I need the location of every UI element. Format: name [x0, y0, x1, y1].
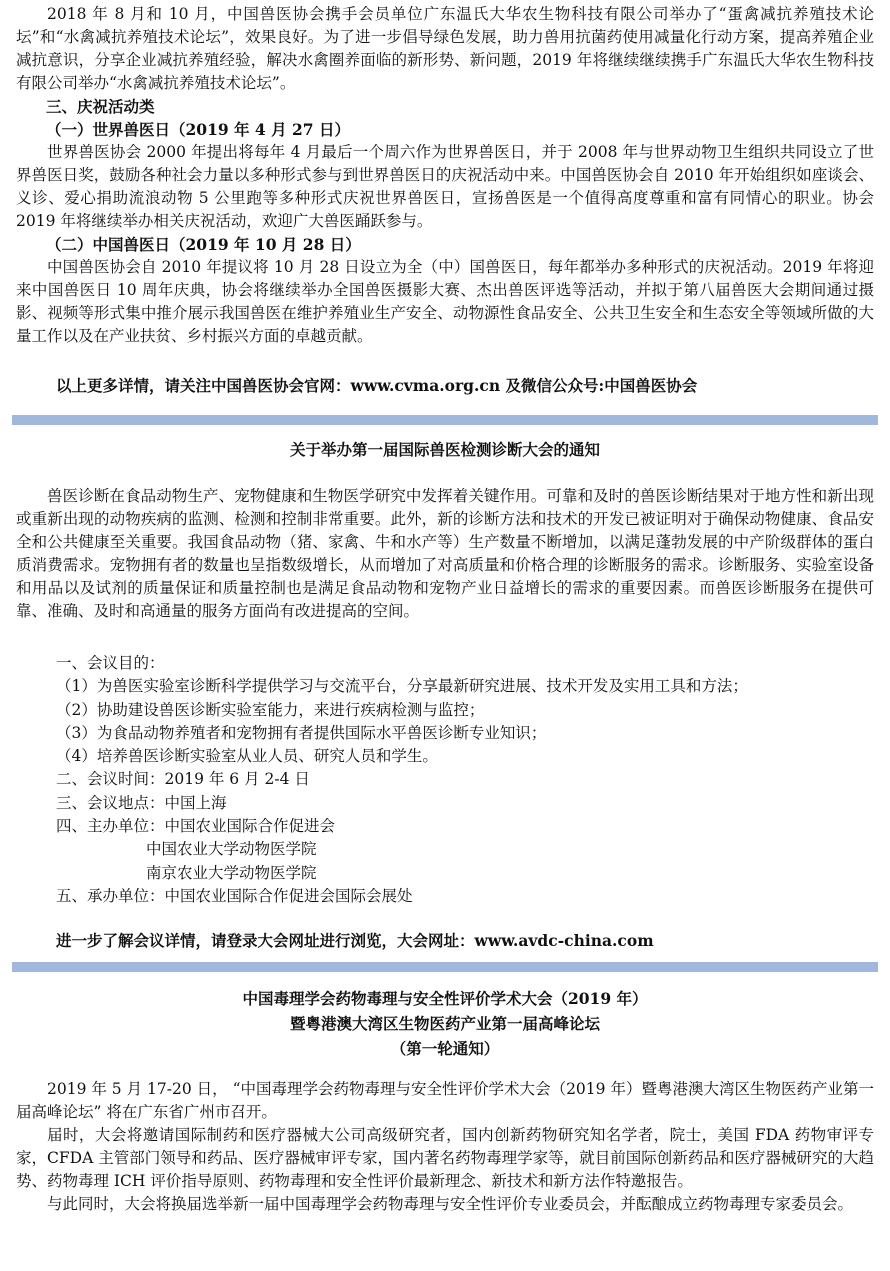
toxicology-conference-title-line2: 暨粤港澳大湾区生物医药产业第一届高峰论坛	[289, 1014, 600, 1033]
purpose-item: （4）培养兽医诊断实验室从业人员、研究人员和学生。	[56, 747, 438, 766]
avdc-more-info: 进一步了解会议详情，请登录大会网址进行浏览，大会网址：www.avdc-china.com	[56, 931, 654, 950]
conference-time: 二、会议时间：2019 年 6 月 2-4 日	[56, 770, 310, 789]
conference-details	[56, 652, 876, 908]
diagnostics-intro-paragraph: 兽医诊断在食品动物生产、宠物健康和生物医学研究中发挥着关键作用。可靠和及时的兽医诊断结果对于地方性和新出现或重新出现的动物疾病的监测、检测和控制非常重要。此外，新的诊断方法和技术的开发已被证明对于确保动物健康、食品安全和公共健康至关重要。我国食品动物（猪、家禽、牛和水产等）生产数量不断增加，以满足蓬勃发展的中产阶级群体的蛋白质消费需求。宠物拥有者的数量也呈指数级增长，从而增加了对高质量和价格合理的诊断服务的需求。诊断服务、实验室设备和用品以及试剂的质量保证和质量控制也是满足食品动物和宠物产业日益增长的需求的重要因素。而兽医诊断服务在提供可靠、准确、及时和高通量的服务方面尚有改进提高的空间。	[16, 487, 874, 620]
toxicology-paragraph-3: 与此同时，大会将换届选举新一届中国毒理学会药物毒理与安全性评价专业委员会，并酝酿成立药物毒理专家委员会。	[47, 1195, 854, 1213]
purpose-item: （3）为食品动物养殖者和宠物拥有者提供国际水平兽医诊断专业知识；	[56, 723, 547, 742]
toxicology-conference-body	[16, 1078, 874, 1216]
forum-intro-paragraph: 2018 年 8 月和 10 月，中国兽医协会携手会员单位广东温氏大华农生物科技有限公司举办了“蛋禽减抗养殖技术论坛”和“水禽减抗养殖技术论坛”，效果良好。为了进一步倡导绿色发展，助力兽用抗菌药使用减量化行动方案，提高养殖企业减抗意识，分享企业减抗养殖经验，解决水禽圈养面临的新形势、新问题，2019 年将继续继续携手广东温氏大华农生物科技有限公司举办“水禽减抗养殖技术论坛”。	[16, 5, 874, 92]
cvma-more-info: 以上更多详情，请关注中国兽医协会官网：www.cvma.org.cn 及微信公众号:中国兽医协会	[56, 376, 698, 395]
celebration-heading: 三、庆祝活动类	[46, 97, 155, 116]
toxicology-paragraph-2: 届时，大会将邀请国际制药和医疗器械大公司高级研究者，国内创新药物研究知名学者，院士，美国 FDA 药物审评专家，CFDA 主管部门领导和药品、医疗器械审评专家，国内著名药物毒理学家等，就目前国际创新药品和医疗器械研究的大趋势、药物毒理 ICH 评价指导原则、药物毒理和安全性评价最新理念、新技术和新方法作特邀报告。	[16, 1126, 874, 1190]
conference-organizer: 五、承办单位：中国农业国际合作促进会国际会展处	[56, 886, 413, 905]
section-divider	[12, 415, 878, 425]
toxicology-conference-title-line1: 中国毒理学会药物毒理与安全性评价学术大会（2019 年）	[242, 989, 648, 1008]
diagnostics-conference-intro	[16, 485, 874, 623]
conference-host: 四、主办单位：中国农业国际合作促进会	[56, 817, 336, 836]
conference-host-extra: 南京农业大学动物医学院	[146, 863, 317, 882]
conference-place: 三、会议地点：中国上海	[56, 793, 227, 812]
purpose-item: （1）为兽医实验室诊断科学提供学习与交流平台，分享最新研究进展、技术开发及实用工具和方法；	[56, 677, 748, 696]
diagnostics-conference-title: 关于举办第一届国际兽医检测诊断大会的通知	[289, 440, 600, 459]
purpose-item: （2）协助建设兽医诊断实验室能力，来进行疾病检测与监控；	[56, 700, 485, 719]
conference-host-extra: 中国农业大学动物医学院	[146, 840, 317, 859]
purpose-label: 一、会议目的：	[56, 654, 165, 672]
world-vet-day-subheading: （一）世界兽医日（2019 年 4 月 27 日）	[46, 120, 350, 139]
toxicology-conference-title-line3: （第一轮通知）	[390, 1039, 500, 1058]
china-vet-day-paragraph: 中国兽医协会自 2010 年提议将 10 月 28 日设立为全（中）国兽医日，每年都举办多种形式的庆祝活动。2019 年将迎来中国兽医日 10 周年庆典，协会将继续举办全国兽医摄影大赛、杰出兽医评选等活动，并拟于第八届兽医大会期间通过摄影、视频等形式集中推介展示我国兽医在维护养殖业生产安全、动物源性食品安全、公共卫生安全和生态安全等领域所做的大量工作以及在产业扶贫、乡村振兴方面的卓越贡献。	[16, 258, 874, 345]
world-vet-day-paragraph: 世界兽医协会 2000 年提出将每年 4 月最后一个周六作为世界兽医日，并于 2008 年与世界动物卫生组织共同设立了世界兽医日奖，鼓励各种社会力量以多种形式参与到世界兽医日的庆祝活动中来。中国兽医协会自 2010 年开始组织如座谈会、义诊、爱心捐助流浪动物 5 公里跑等多种形式庆祝世界兽医日，宣扬兽医是一个值得高度尊重和富有同情心的职业。协会 2019 年将继续举办相关庆祝活动，欢迎广大兽医踊跃参与。	[16, 143, 874, 230]
china-vet-day-subheading: （二）中国兽医日（2019 年 10 月 28 日）	[46, 235, 361, 254]
section-forums-and-celebrations	[16, 3, 874, 348]
toxicology-paragraph-1: 2019 年 5 月 17-20 日， “中国毒理学会药物毒理与安全性评价学术大会（2019 年）暨粤港澳大湾区生物医药产业第一届高峰论坛” 将在广东省广州市召开。	[16, 1080, 874, 1121]
section-divider	[12, 962, 878, 972]
